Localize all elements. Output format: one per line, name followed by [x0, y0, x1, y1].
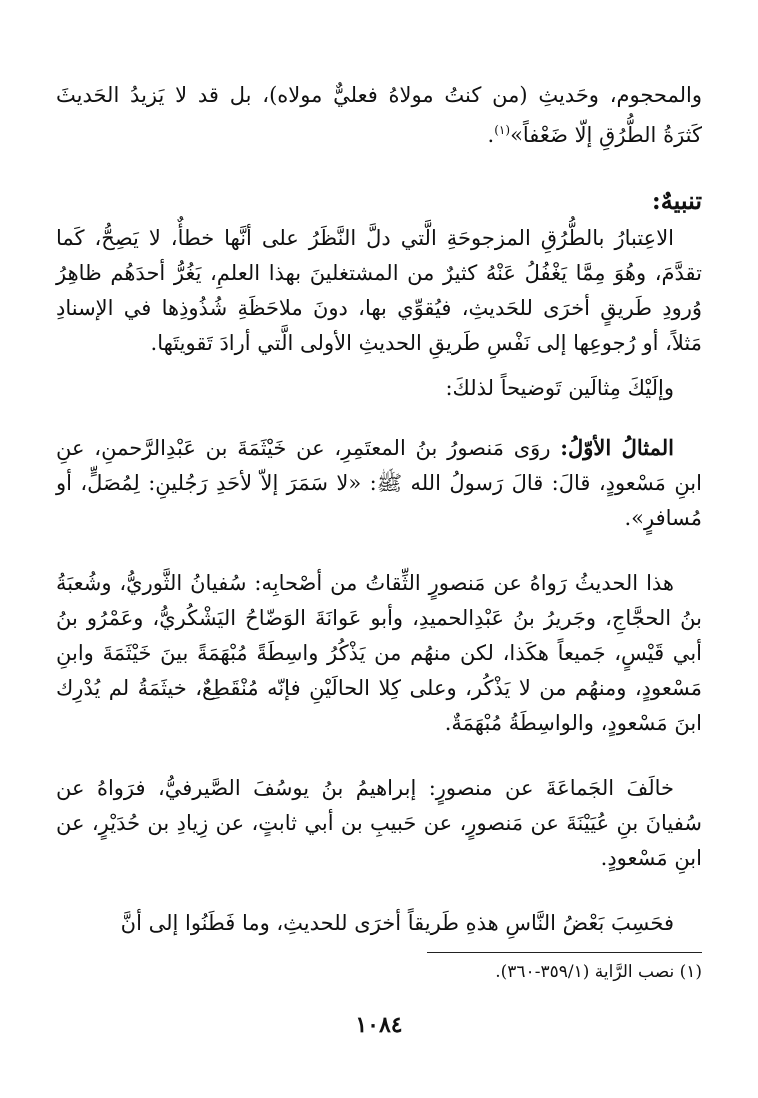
section-heading: تنبيهٌ: [651, 186, 702, 215]
example-1-paragraph [56, 430, 702, 536]
paragraph-1: الاعِتبارُ بالطُّرُقِ المزجوحَةِ الَّتي دلَّ النَّظَرُ على أنَّها خطأٌ، لا يَصِحُّ، كَما تقدَّمَ، وهُوَ مِمَّا يَغْفُلُ عَنْهُ كثيرٌ من المشتغلينَ بهذا العلمِ، يَغُرُّ أحدَهُم ظاهِرُ وُرودِ طَريقٍ أخرَى للحَديثِ، فيُقوِّي بها، دونَ ملاحَظَةِ شُذُوذِها في الإسنادِ مَثلاً، أو رُجوعِها إلى نَفْسِ طَريقِ الحديثِ الأولى الَّتي أرادَ تَقويتَها. [56, 226, 702, 355]
example-1-label: المثالُ الأوّلُ: [560, 435, 674, 460]
intro-end: . [487, 123, 495, 147]
page-body [56, 78, 702, 941]
example-1-text: روَى مَنصورُ بنُ المعتَمِرِ، عن خَيْثَمَةَ بن عَبْدِالرَّحمنِ، عنِ ابنِ مَسْعودٍ، قالَ: قالَ رَسولُ الله ﷺ: «لا سَمَرَ إلاّ لأحَدِ رَجُلينِ: لِمُصَلٍّ، أو مُسافرٍ». [56, 436, 702, 530]
intro-text: والمحجوم، وحَديثِ (من كنتُ مولاهُ فعليٌّ مولاه)، بل قد لا يَزيدُ الحَديثَ كَثرَةُ الطُّرُقِ إلّا ضَعْفاً» [56, 83, 702, 147]
footnote: (١) نصب الرَّاية (٣٥٩/١-٣٦٠). [495, 962, 702, 982]
paragraph-2: وإلَيْكَ مِثالَين تَوضيحاً لذلكَ: [445, 376, 674, 400]
paragraph-4: خالَفَ الجَماعَةَ عن منصورٍ: إبراهيمُ بنُ يوسُفَ الصَّيرفيُّ، فرَواهُ عن سُفيانَ بنِ عُيَيْنَةَ عن مَنصورٍ، عن حَبيبِ بن أبي ثابتٍ، عن زِيادِ بن حُدَيْرٍ، عن ابنِ مَسْعودٍ. [56, 776, 702, 870]
paragraph-3: هذا الحديثُ رَواهُ عن مَنصورٍ الثِّقاتُ من أصْحابِه: سُفيانُ الثَّوريُّ، وشُعبَةُ بنُ الحجَّاجِ، وجَريرُ بنُ عَبْدِالحميدِ، وأبو عَوانَةَ الوَضّاحُ اليَشْكُريُّ، وعَمْرُو بنُ أبي قَيْسٍ، جَميعاً هكَذا، لكن منهُم من يَذْكُرُ واسِطَةً مُبْهَمَةً بينَ خَيْثَمَةَ وابنِ مَسْعودٍ، ومنهُم من لا يَذْكُر، وعلى كِلا الحالَيْنِ فإنّه مُنْقَطِعٌ، خيثَمَةُ لم يُدْرِك ابنَ مَسْعودٍ، والواسِطَةُ مُبْهَمَةٌ. [56, 571, 702, 735]
footnote-reference[interactable]: (١) [494, 123, 511, 137]
intro-paragraph [56, 78, 702, 153]
footnote-divider [427, 952, 702, 953]
paragraph-5: فحَسِبَ بَعْضُ النَّاسِ هذهِ طَريقاً أخرَى للحديثِ، وما فَطَنُوا إلى أنَّ [120, 911, 674, 935]
page-number: ١٠٨٤ [355, 1012, 403, 1038]
